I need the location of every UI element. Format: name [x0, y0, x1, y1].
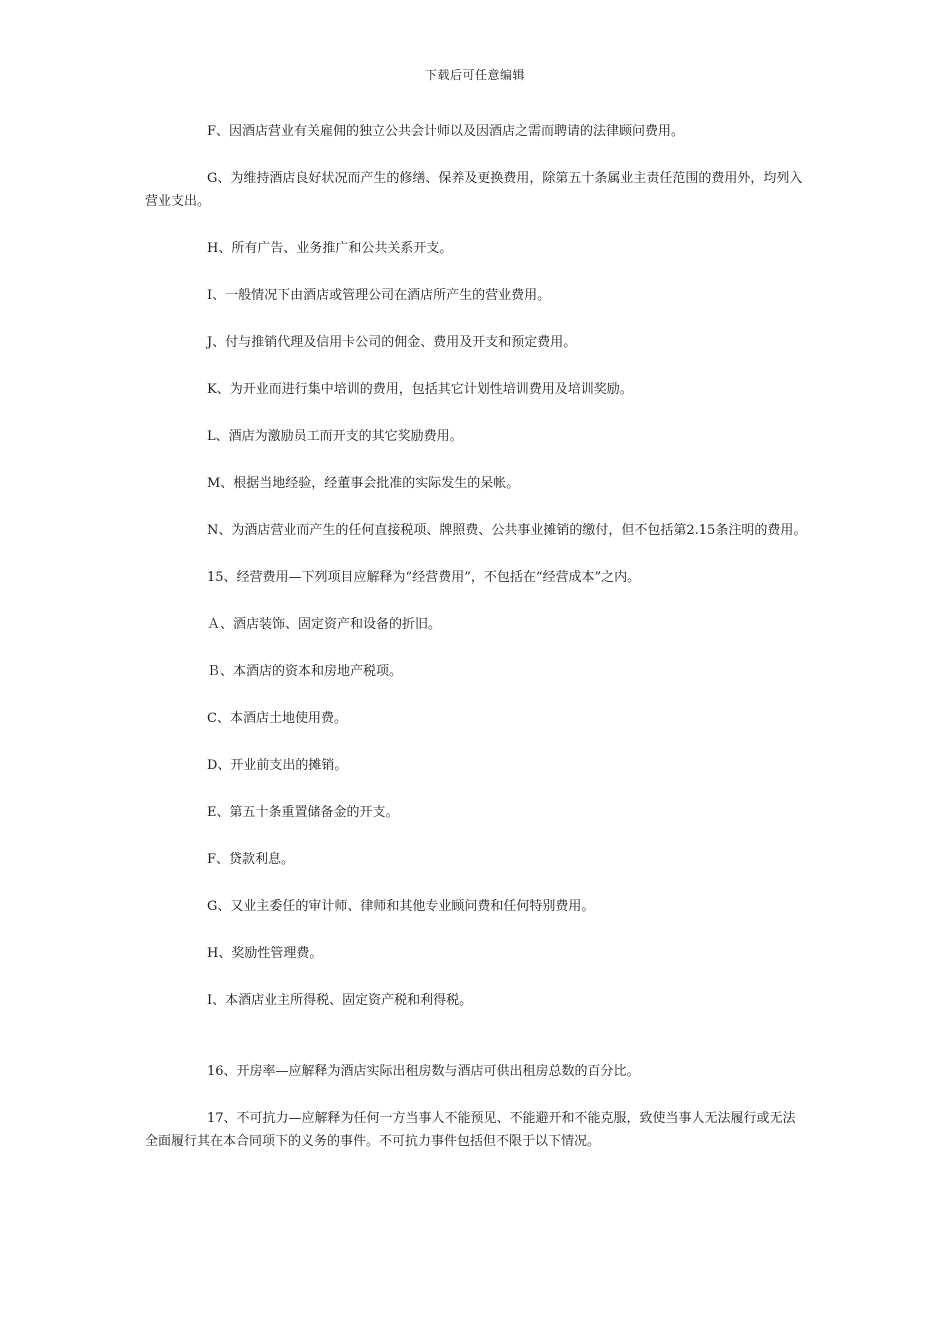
paragraph-g-maintenance: G、为维持酒店良好状况而产生的修缮、保养及更换费用，除第五十条属业主责任范围的费用外，均列入营业支出。 — [145, 171, 803, 209]
page-header: 下载后可任意编辑 — [424, 68, 525, 82]
paragraph-k-training: K、为开业而进行集中培训的费用，包括其它计划性培训费用及培训奖励。 — [207, 382, 633, 397]
paragraph-17-force-majeure: 17、不可抗力—应解释为任何一方当事人不能预见、不能避开和不能克服，致使当事人无法履行或无法全面履行其在本合同项下的义务的事件。不可抗力事件包括但不限于以下情况。 — [145, 1111, 796, 1149]
paragraph-15i-income-tax: I、本酒店业主所得税、固定资产税和利得税。 — [207, 993, 473, 1008]
paragraph-15-operating-costs: 15、经营费用—下列项目应解释为“经营费用”，不包括在“经营成本”之内。 — [207, 570, 641, 585]
paragraph-h-advertising: H、所有广告、业务推广和公共关系开支。 — [207, 241, 453, 256]
paragraph-l-incentives: L、酒店为激励员工而开支的其它奖励费用。 — [207, 429, 463, 444]
paragraph-15g-auditors: G、又业主委任的审计师、律师和其他专业顾问费和任何特别费用。 — [207, 899, 595, 914]
paragraph-15b-capital-tax: Ｂ、本酒店的资本和房地产税项。 — [207, 664, 403, 679]
paragraph-m-bad-debts: M、根据当地经验，经董事会批准的实际发生的呆帐。 — [207, 476, 520, 491]
paragraph-15f-interest: F、贷款利息。 — [207, 852, 295, 867]
paragraph-15h-incentive-fee: H、奖励性管理费。 — [207, 946, 323, 961]
paragraph-15e-reserve: E、第五十条重置储备金的开支。 — [207, 805, 399, 820]
paragraph-j-commissions: J、付与推销代理及信用卡公司的佣金、费用及开支和预定费用。 — [207, 335, 577, 350]
paragraph-15c-land-fee: C、本酒店土地使用费。 — [207, 711, 347, 726]
paragraph-15a-depreciation: Ａ、酒店装饰、固定资产和设备的折旧。 — [207, 617, 442, 632]
document-body — [145, 120, 807, 1153]
paragraph-16-occupancy: 16、开房率—应解释为酒店实际出租房数与酒店可供出租房总数的百分比。 — [207, 1064, 640, 1079]
paragraph-n-taxes: N、为酒店营业而产生的任何直接税项、牌照费、公共事业摊销的缴付，但不包括第2.15条注明的费用。 — [207, 523, 807, 538]
paragraph-f-audit-fees: F、因酒店营业有关雇佣的独立公共会计师以及因酒店之需而聘请的法律顾问费用。 — [207, 124, 685, 139]
paragraph-15d-pre-opening: D、开业前支出的摊销。 — [207, 758, 348, 773]
paragraph-i-operating-expenses: I、一般情况下由酒店或管理公司在酒店所产生的营业费用。 — [207, 288, 551, 303]
